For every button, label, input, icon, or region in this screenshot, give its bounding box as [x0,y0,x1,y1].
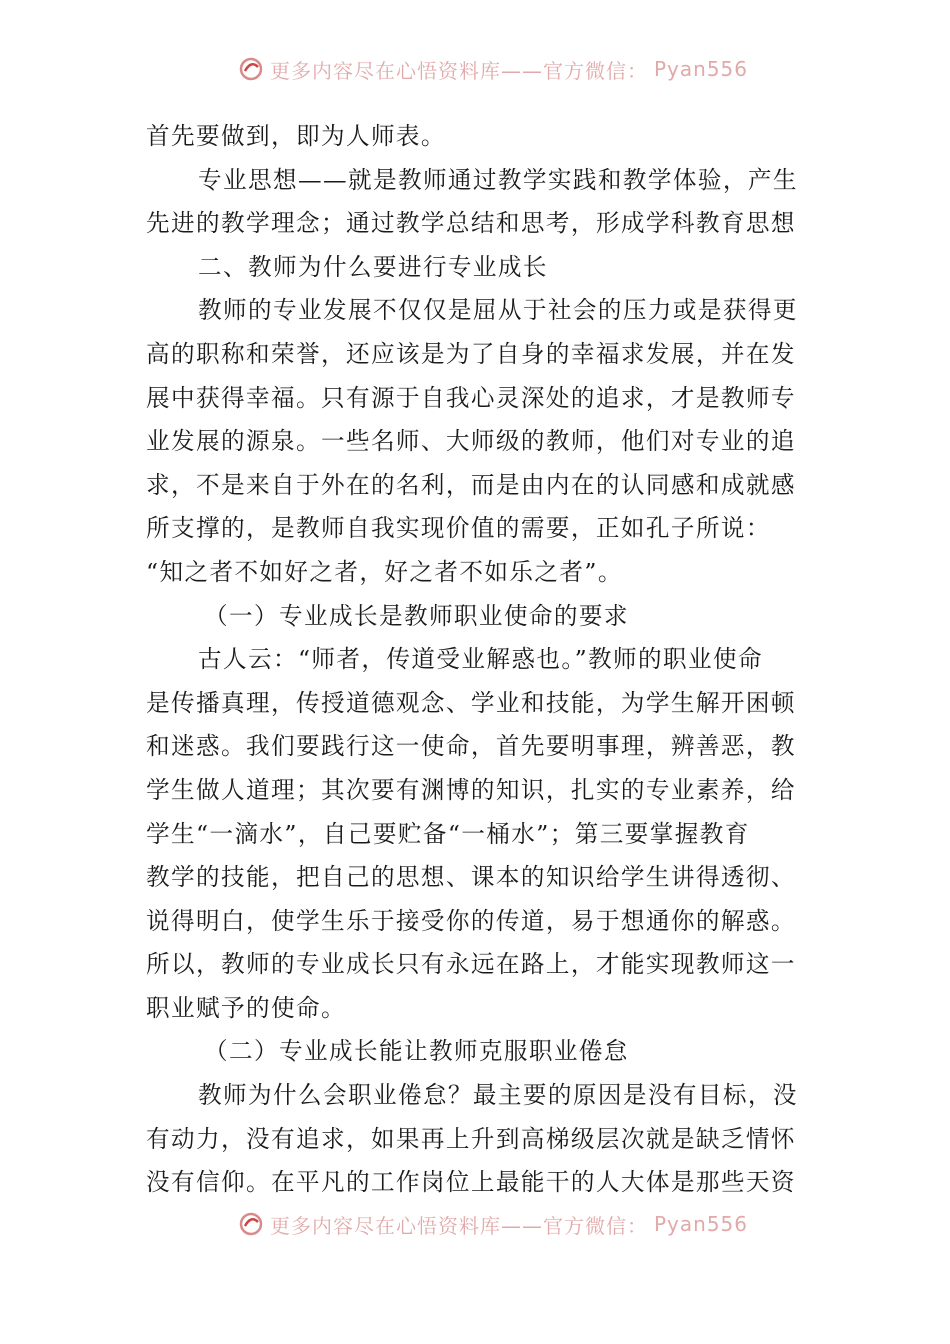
brand-logo-icon [238,56,264,82]
watermark-handle: Pyan556 [654,57,749,81]
watermark-text: 更多内容尽在心悟资料库——官方微信： [270,1213,648,1238]
text-line: 先进的教学理念；通过教学总结和思考，形成学科教育思想 [146,209,796,238]
text-line: 职业赋予的使命。 [146,993,346,1022]
text-line: 高的职称和荣誉，还应该是为了自身的幸福求发展，并在发 [146,339,796,368]
text-line: 首先要做到，即为人师表。 [146,122,446,150]
text-line: 学生“一滴水”，自己要贮备“一桶水”；第三要掌握教育 [146,819,750,848]
watermark-handle: Pyan556 [654,1212,749,1236]
text-line: 教师的专业发展不仅仅是屈从于社会的压力或是获得更 [198,296,798,325]
text-line: 是传播真理，传授道德观念、学业和技能，为学生解开困顿 [146,688,796,717]
watermark-header [238,52,749,86]
text-line: 古人云：“师者，传道受业解惑也。”教师的职业使命 [198,645,763,674]
document-body [146,115,816,1205]
text-line: 求，不是来自于外在的名利，而是由内在的认同感和成就感 [146,470,796,499]
text-line: 学生做人道理；其次要有渊博的知识，扎实的专业素养，给 [146,775,796,804]
section-heading: 二、教师为什么要进行专业成长 [198,252,548,281]
watermark-text: 更多内容尽在心悟资料库——官方微信： [270,58,648,83]
text-line: 说得明白，使学生乐于接受你的传道，易于想通你的解惑。 [146,906,796,935]
text-line: 教师为什么会职业倦怠？最主要的原因是没有目标，没 [198,1081,798,1110]
text-line: 业发展的源泉。一些名师、大师级的教师，他们对专业的追 [146,427,796,456]
text-line: 专业思想——就是教师通过教学实践和教学体验，产生 [198,165,798,194]
text-line: 所支撑的，是教师自我实现价值的需要，正如孔子所说： [146,514,771,543]
text-line: 教学的技能，把自己的思想、课本的知识给学生讲得透彻、 [146,863,796,892]
text-line: “知之者不如好之者，好之者不如乐之者”。 [146,557,623,586]
watermark-footer [238,1207,749,1241]
text-line: 所以，教师的专业成长只有永远在路上，才能实现教师这一 [146,950,796,979]
subsection-heading: （二）专业成长能让教师克服职业倦怠 [204,1037,629,1066]
text-line: 有动力，没有追求，如果再上升到高梯级层次就是缺乏情怀 [146,1124,796,1153]
text-line: 和迷惑。我们要践行这一使命，首先要明事理，辨善恶，教 [146,732,796,761]
subsection-heading: （一）专业成长是教师职业使命的要求 [204,601,629,630]
text-line: 展中获得幸福。只有源于自我心灵深处的追求，才是教师专 [146,383,796,412]
text-line: 没有信仰。在平凡的工作岗位上最能干的人大体是那些天资 [146,1168,796,1197]
brand-logo-icon [238,1211,264,1237]
